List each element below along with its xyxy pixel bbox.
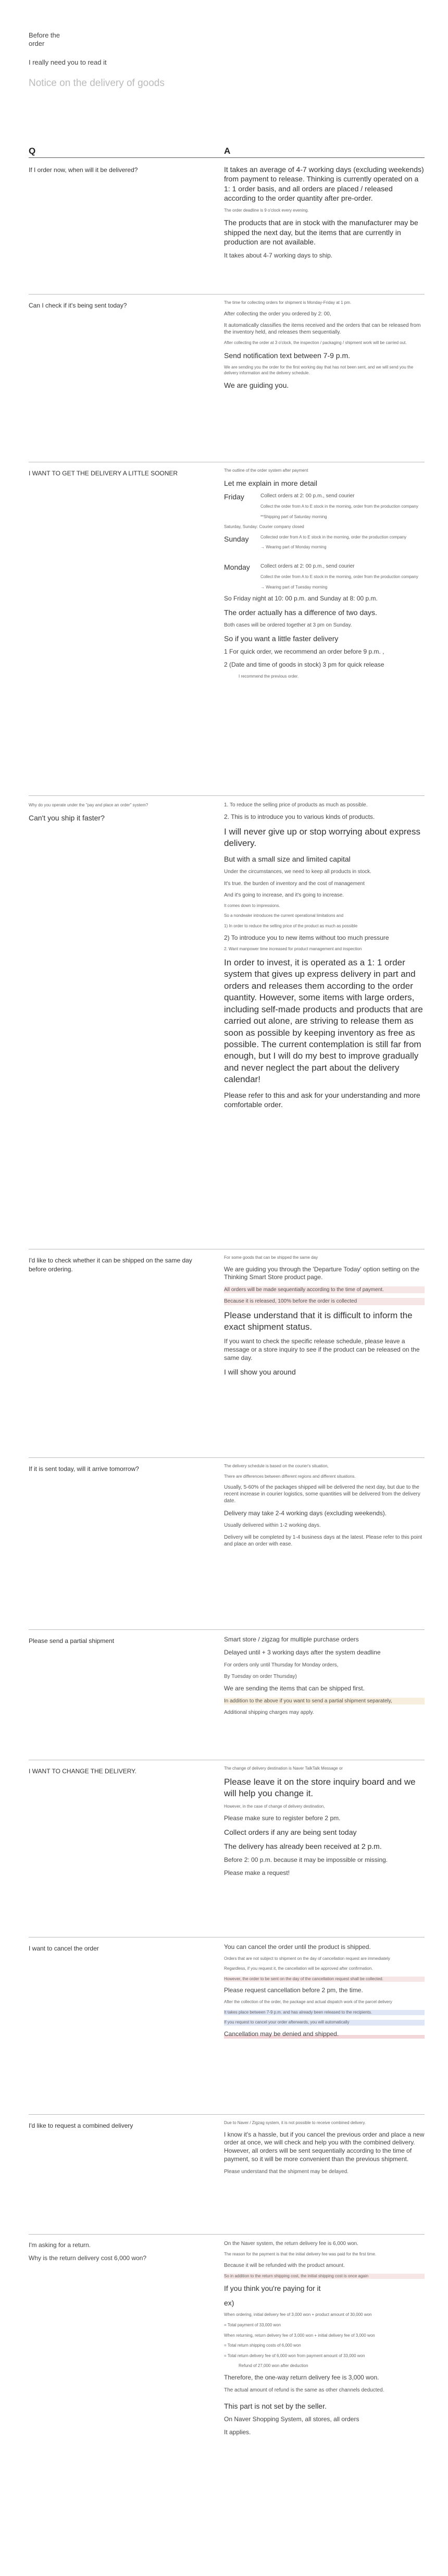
answer-line: Please make a request! [224,1869,290,1876]
question: I'm asking for a return. [29,2241,91,2249]
answer-line: However, the order to be sent on the day of the cancellation request shall be collected. [224,1977,425,1982]
question: If I order now, when will it be delivered? [29,166,138,174]
answer-line: This part is not set by the seller. [224,2401,327,2410]
faq-partial-shipment [29,1629,425,1760]
answer-line: Usually, 5-60% of the packages shipped will be delivered the next day, but due to the recent increase in courier logistics, some quantities will be delivered from the delivery date. [224,1485,420,1504]
question: I WANT TO CHANGE THE DELIVERY. [29,1768,136,1775]
day-line: → Wearing part of Monday morning [260,545,327,550]
intro-line-1: Before the [29,31,60,39]
answer-line: Please refer to this and ask for your understanding and more comfortable order. [224,1090,420,1109]
answer-line: It takes an average of 4-7 working days (excluding weekends) from payment to release. Thinking is currently operated on a 1: 1 order basis, and all orders are placed / released according to the order quantity after pre-order. [224,165,424,203]
answer-line: After the collection of the order, the package and actual dispatch work of the parcel delivery [224,2000,392,2005]
courier-closed-note: Saturday, Sunday: Courier company closed [224,524,304,530]
faq-check-sent-today [29,294,425,462]
day-line: **Shipping part of Saturday morning [260,514,327,519]
answer-line: = Total return shipping costs of 6,000 won [224,2343,301,2348]
faq-combined-delivery [29,2114,425,2235]
answer-line: I will never give up or stop worrying about express delivery. [224,827,421,849]
day-line: Collect orders at 2: 00 p.m., send courier [260,563,355,569]
answer-line: We are sending the items that can be shipped first. [224,1685,365,1692]
answer [224,1766,425,1882]
answer [224,802,425,1114]
intro-line-2: order [29,40,45,47]
answer-line: Refund of 27,000 won after deduction [239,2363,308,2369]
answer [224,468,425,684]
answer-line: Because it will be refunded with the product amount. [224,2262,345,2268]
day-line: → Wearing part of Tuesday morning [260,584,328,590]
answer-line: The delivery schedule is based on the courier's situation, [224,1464,329,1468]
answer-line: I know it's a hassle, but if you cancel the previous order and place a new order at once, we will check and help you with the combined delivery. However, all orders will be sent sequentially according to the time of payment, so it will be more convenient than the previous shipment. [224,2130,425,2163]
answer-line: Regardless, if you request it, the cancellation will be approved after confirmation. [224,1966,373,1971]
answer-line: Delivery will be completed by 1-4 business days at the latest. Please refer to this point and place an order with ease. [224,1534,422,1547]
answer-line: Let me explain in more detail [224,479,317,487]
question: I'd like to request a combined delivery [29,2122,133,2129]
answer [224,2120,425,2180]
schedule-sunday [224,535,425,559]
answer-line: = Total payment of 33,000 won [224,2322,281,2327]
answer-line: Under the circumstances, we need to keep all products in stock. [224,869,371,875]
answer-line: Before 2: 00 p.m. because it may be impossible or missing. [224,1856,388,1863]
answer-line: Because it is released, 100% before the order is collected [224,1298,425,1305]
answer-line: It takes about 4-7 working days to ship. [224,251,333,259]
answer-line: The time for collecting orders for shipment is Monday-Friday at 1 pm. [224,300,352,305]
answer-line: However, in the case of change of delivery destination, [224,1804,325,1809]
question-block [29,2241,201,2267]
answer-line: All orders will be made sequentially according to the time of payment. [224,1286,425,1293]
faq-faster-delivery [29,462,425,796]
answer-line: It applies. [224,2428,251,2436]
answer-line: I will show you around [224,1367,296,1376]
answer-line: 2) To introduce you to new items without too much pressure [224,934,389,941]
answer-line: 2. This is to introduce you to various kinds of products. [224,813,375,821]
answer-line: On Naver Shopping System, all stores, all orders [224,2415,359,2423]
answer [224,2240,425,2442]
question-column-header: Q [29,146,36,156]
answer-line: Please understand that the shipment may be delayed. [224,2168,349,2175]
intro [29,31,425,89]
answer-line: I recommend the previous order. [239,673,299,679]
answer-line: Additional shipping charges may apply. [224,1710,314,1716]
answer-line: We are guiding you. [224,381,289,390]
question-sub: Why do you operate under the "pay and place an order" system? [29,803,148,807]
answer [224,1464,425,1552]
answer-line: It takes place between 7-9 p.m. and has already been released to the recipients. [224,2010,425,2016]
answer-line: The actual amount of refund is the same as other channels deducted. [224,2387,384,2393]
faq-change-delivery [29,1760,425,1937]
answer-line: Delayed until + 3 working days after the system deadline [224,1648,381,1656]
qa-header [29,146,425,158]
answer-line: When returning, return delivery fee of 3,000 won + initial delivery fee of 3,000 won [224,2333,375,2338]
question: I WANT TO GET THE DELIVERY A LITTLE SOONER [29,470,178,477]
page-title: Notice on the delivery of goods [29,78,165,89]
answer-line: It's true. the burden of inventory and the cost of management [224,880,365,887]
answer-line: 2. Want manpower time increased for product management and inspection [224,947,362,952]
answer-line: If you request to cancel your order afterwards, you will automatically [224,2020,425,2026]
answer-line: Therefore, the one-way return delivery fee is 3,000 won. [224,2373,379,2381]
answer-line: Collect orders if any are being sent today [224,1827,357,1836]
day-line: Collect orders at 2: 00 p.m., send courier [260,493,355,499]
answer-line: By Tuesday on order Thursday) [224,1673,297,1679]
answer-line: The products that are in stock with the manufacturer may be shipped the next day, but the items that are currently in production are not available. [224,218,418,247]
answer-line: In addition to the above if you want to send a partial shipment separately, [224,1698,425,1704]
answer-line: In order to invest, it is operated as a 1: 1 order system that gives up express delivery in part and orders and releases them according to the order quantity. However, some items with large orders, including self-made products and products that are carried out alone, are striving to release them as soon as possible by keeping inventory as free as possible. The current contemplation is still far from enough, but I will do my best to improve gradually and never neglect the part about the delivery calendar! [224,957,423,1085]
answer [224,300,425,395]
answer-line: If you think you're paying for it [224,2284,321,2293]
question: I want to cancel the order [29,1945,99,1952]
answer-line: The order actually has a difference of two days. [224,608,377,617]
day-line: Collected order from A to E stock in the morning, order the production company [260,534,407,539]
answer-line: Orders that are not subject to shipment on the day of cancellation request are immediately [224,1956,390,1961]
schedule-monday [224,563,425,590]
answer-line: So a nondealer introduces the current operational limitations and [224,913,344,918]
answer-line: After collecting the order you ordered by 2: 00, [224,311,331,317]
schedule-friday [224,493,425,520]
faq-return-cost [29,2234,425,2557]
answer-line: Please request cancellation before 2 pm, the time. [224,1986,363,1994]
answer-line: The change of delivery destination is Naver TalkTalk Message or [224,1766,343,1771]
question: Can't you ship it faster? [29,813,105,822]
answer-line: For some goods that can be shipped the same day [224,1255,318,1260]
answer-line: We are sending you the order for the first working day that has not been sent, and we will send you the delivery information and the delivery schedule. [224,365,414,375]
answer-line: If you want to check the specific release schedule, please leave a message or a store inquiry to see if the product can be released on the same day. [224,1338,420,1362]
question: Please send a partial shipment [29,1637,115,1645]
answer-line: The outline of the order system after payment [224,468,308,473]
question-block [29,803,201,827]
answer-line: So Friday night at 10: 00 p.m. and Sunday at 8: 00 p.m. [224,595,378,603]
answer-line: Cancellation may be denied and shipped. [224,2030,425,2039]
faq-same-day-check [29,1249,425,1458]
answer [224,1636,425,1721]
answer-line: It comes down to impressions. [224,903,280,908]
question: I'd like to check whether it can be shipped on the same day before ordering. [29,1257,192,1273]
answer-line: For orders only until Thursday for Monday orders, [224,1662,339,1668]
answer-column-header: A [224,146,231,156]
answer-line: So in addition to the return shipping cost, the initial shipping cost is once again [224,2274,425,2279]
answer-line: 1 For quick order, we recommend an order before 9 p.m. , [224,648,384,656]
faq-why-preorder-system [29,795,425,1249]
answer-line: 1) In order to reduce the selling price of the product as much as possible [224,924,358,929]
answer-line: 1. To reduce the selling price of products as much as possible. [224,802,368,808]
answer [224,1255,425,1381]
answer-line: Please understand that it is difficult to inform the exact shipment status. [224,1310,413,1332]
answer-line: We are guiding you through the 'Departure Today' option setting on the Thinking Smart Store product page. [224,1265,420,1281]
answer-line: Smart store / zigzag for multiple purchase orders [224,1636,359,1643]
answer-line: Both cases will be ordered together at 3 pm on Sunday. [224,622,352,629]
answer-line: On the Naver system, the return delivery fee is 6,000 won. [224,2241,358,2247]
faq-arrive-tomorrow [29,1457,425,1630]
day-name: Sunday [224,534,249,543]
question: If it is sent today, will it arrive tomorrow? [29,1465,139,1473]
answer-line: Please leave it on the store inquiry board and we will help you change it. [224,1776,416,1798]
answer-line: When ordering, initial delivery fee of 3,000 won + product amount of 30,000 won [224,2312,372,2317]
answer-line: 2 (Date and time of goods in stock) 3 pm for quick release [224,660,384,668]
answer-line: After collecting the order at 3 o'clock, the inspection / packaging / shipment work will be carried out. [224,340,407,346]
answer-line: There are differences between different regions and different situations. [224,1474,356,1479]
intro-read-note: I really need you to read it [29,58,107,66]
answer-line: The reason for the payment is that the initial delivery fee was paid for the first time. [224,2252,377,2257]
answer-line: Usually delivered within 1-2 working days. [224,1523,321,1529]
answer-line: But with a small size and limited capital [224,854,351,863]
answer-line: The delivery has already been received at 2 p.m. [224,1842,382,1851]
answer-line: Please make sure to register before 2 pm. [224,1814,341,1822]
answer-line: And it's going to increase, and it's going to increase. [224,892,344,898]
answer-line: = Total return delivery fee of 6,000 won from payment amount of 33,000 won [224,2353,365,2358]
answer [224,1943,425,2043]
day-name: Monday [224,562,250,571]
question-sub: Why is the return delivery cost 6,000 won? [29,2254,147,2262]
day-name: Friday [224,493,244,501]
answer-line: Due to Naver / Zigzag system, it is not possible to receive combined delivery. [224,2120,366,2125]
answer-line: So if you want a little faster delivery [224,634,339,643]
question: Can I check if it's being sent today? [29,302,127,309]
answer-line: Delivery may take 2-4 working days (excluding weekends). [224,1509,387,1517]
answer-line: You can cancel the order until the product is shipped. [224,1943,371,1951]
answer-line: ex) [224,2298,234,2307]
day-line: Collect the order from A to E stock in the morning, order from the production company [260,504,418,509]
faq-cancel-order [29,1937,425,2115]
day-line: Collect the order from A to E stock in the morning, order from the production company [260,574,418,580]
faq-delivery-time [29,158,425,295]
answer-line: The order deadline is 9 o'clock every evening. [224,207,309,213]
answer-line: It automatically classifies the items received and the orders that can be released from the inventory held, and releases them sequentially. [224,322,421,335]
answer-line: Send notification text between 7-9 p.m. [224,351,351,360]
answer [224,165,425,265]
